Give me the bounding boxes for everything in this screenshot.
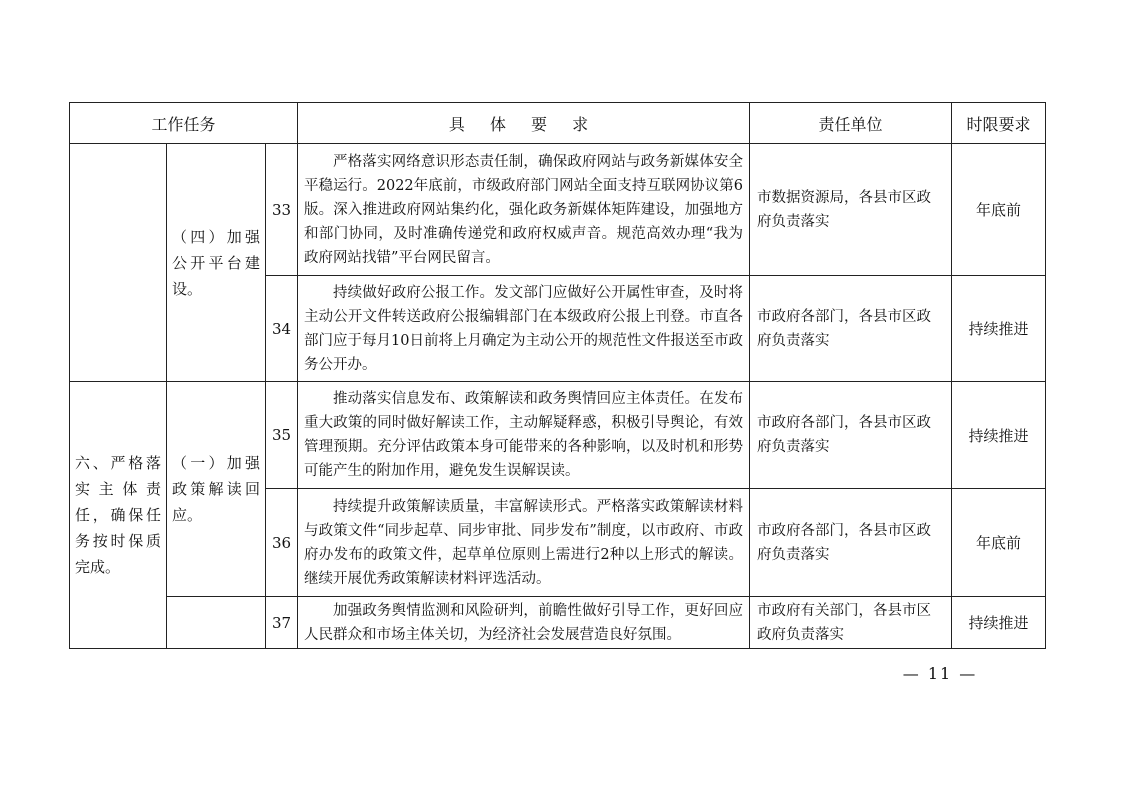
header-task: 工作任务 [70, 103, 298, 144]
requirement-text: 加强政务舆情监测和风险研判，前瞻性做好引导工作，更好回应人民群众和市场主体关切，为经济社会发展营造良好氛围。 [304, 602, 743, 643]
requirement-text: 持续做好政府公报工作。发文部门应做好公开属性审查，及时将主动公开文件转送政府公报编辑部门在本级政府公报上刊登。市直各部门应于每月10日前将上月确定为主动公开的规范性文件报送至市政务公开办。 [304, 284, 743, 373]
requirement-cell [298, 276, 750, 382]
deadline: 持续推进 [952, 382, 1046, 489]
requirement-cell [298, 597, 750, 649]
row-number: 34 [266, 276, 298, 382]
row-number: 35 [266, 382, 298, 489]
subcategory-cell [167, 382, 266, 597]
requirement-text: 持续提升政策解读质量，丰富解读形式。严格落实政策解读材料与政策文件“同步起草、同步审批、同步发布”制度，以市政府、市政府办发布的政策文件，起草单位原则上需进行2种以上形式的解读。继续开展优秀政策解读材料评选活动。 [304, 498, 743, 587]
deadline: 持续推进 [952, 597, 1046, 649]
row-number: 36 [266, 489, 298, 597]
task-table [69, 102, 1046, 649]
requirement-text: 严格落实网络意识形态责任制，确保政府网站与政务新媒体安全平稳运行。2022年底前，市级政府部门网站全面支持互联网协议第6版。深入推进政府网站集约化，强化政务新媒体矩阵建设，加强地方和部门协同，及时准确传递党和政府权威声音。规范高效办理“我为政府网站找错”平台网民留言。 [304, 153, 743, 266]
category-text: 六、严格落实主体责任，确保任务按时保质完成。 [75, 454, 161, 576]
table-row [70, 382, 1046, 489]
requirement-cell [298, 489, 750, 597]
requirement-text: 推动落实信息发布、政策解读和政务舆情回应主体责任。在发布重大政策的同时做好解读工作，主动解疑释惑，积极引导舆论，有效管理预期。充分评估政策本身可能带来的各种影响，以及时机和形势可能产生的附加作用，避免发生误解误读。 [304, 391, 743, 479]
deadline: 年底前 [952, 144, 1046, 276]
subcategory-text: （一）加强政策解读回应。 [172, 454, 260, 524]
requirement-cell [298, 144, 750, 276]
table-row [70, 597, 1046, 649]
header-row [70, 103, 1046, 144]
row-number: 37 [266, 597, 298, 649]
header-unit: 责任单位 [750, 103, 952, 144]
deadline: 持续推进 [952, 276, 1046, 382]
responsible-unit: 市政府有关部门，各县市区政府负责落实 [750, 597, 952, 649]
responsible-unit: 市数据资源局，各县市区政府负责落实 [750, 144, 952, 276]
category-cell [70, 144, 167, 382]
deadline: 年底前 [952, 489, 1046, 597]
subcategory-cell [167, 144, 266, 382]
subcategory-cell-empty [167, 597, 266, 649]
responsible-unit: 市政府各部门，各县市区政府负责落实 [750, 276, 952, 382]
header-requirement: 具 体 要 求 [298, 103, 750, 144]
subcategory-text: （四）加强公开平台建设。 [172, 227, 260, 298]
responsible-unit: 市政府各部门，各县市区政府负责落实 [750, 382, 952, 489]
requirement-cell [298, 382, 750, 489]
page-number: — 11 — [902, 664, 978, 683]
row-number: 33 [266, 144, 298, 276]
responsible-unit: 市政府各部门，各县市区政府负责落实 [750, 489, 952, 597]
header-deadline: 时限要求 [952, 103, 1046, 144]
table-row [70, 144, 1046, 276]
category-cell [70, 382, 167, 649]
